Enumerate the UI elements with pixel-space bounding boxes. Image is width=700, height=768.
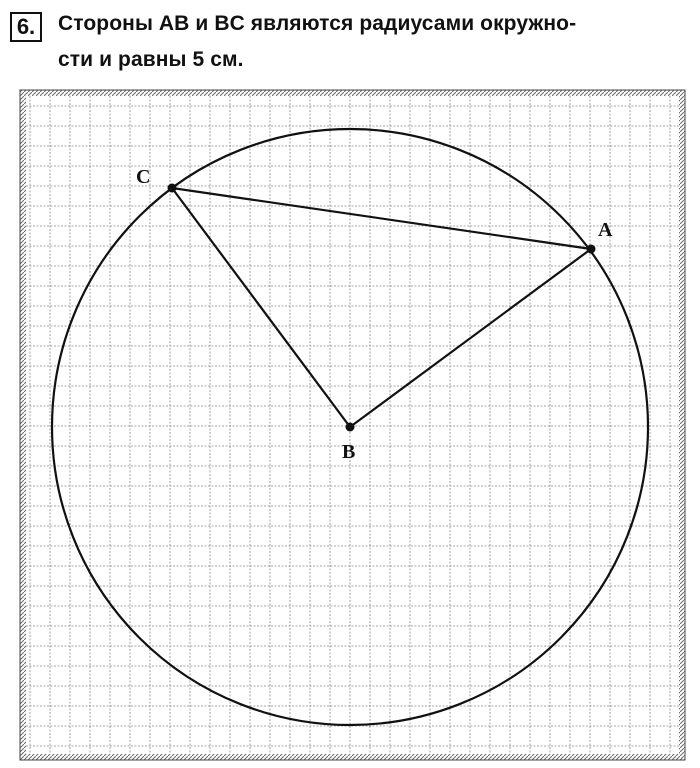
point-a — [587, 245, 596, 254]
point-c — [168, 184, 177, 193]
point-label-b: B — [342, 441, 356, 463]
point-label-c: C — [136, 166, 151, 188]
point-b — [346, 423, 355, 432]
task-line-1: Стороны AB и BC являются радиусами окружно- — [58, 12, 577, 35]
point-label-a: A — [598, 219, 613, 241]
task-line-2: сти и равны 5 см. — [58, 48, 244, 71]
task-number: 6. — [10, 12, 42, 42]
